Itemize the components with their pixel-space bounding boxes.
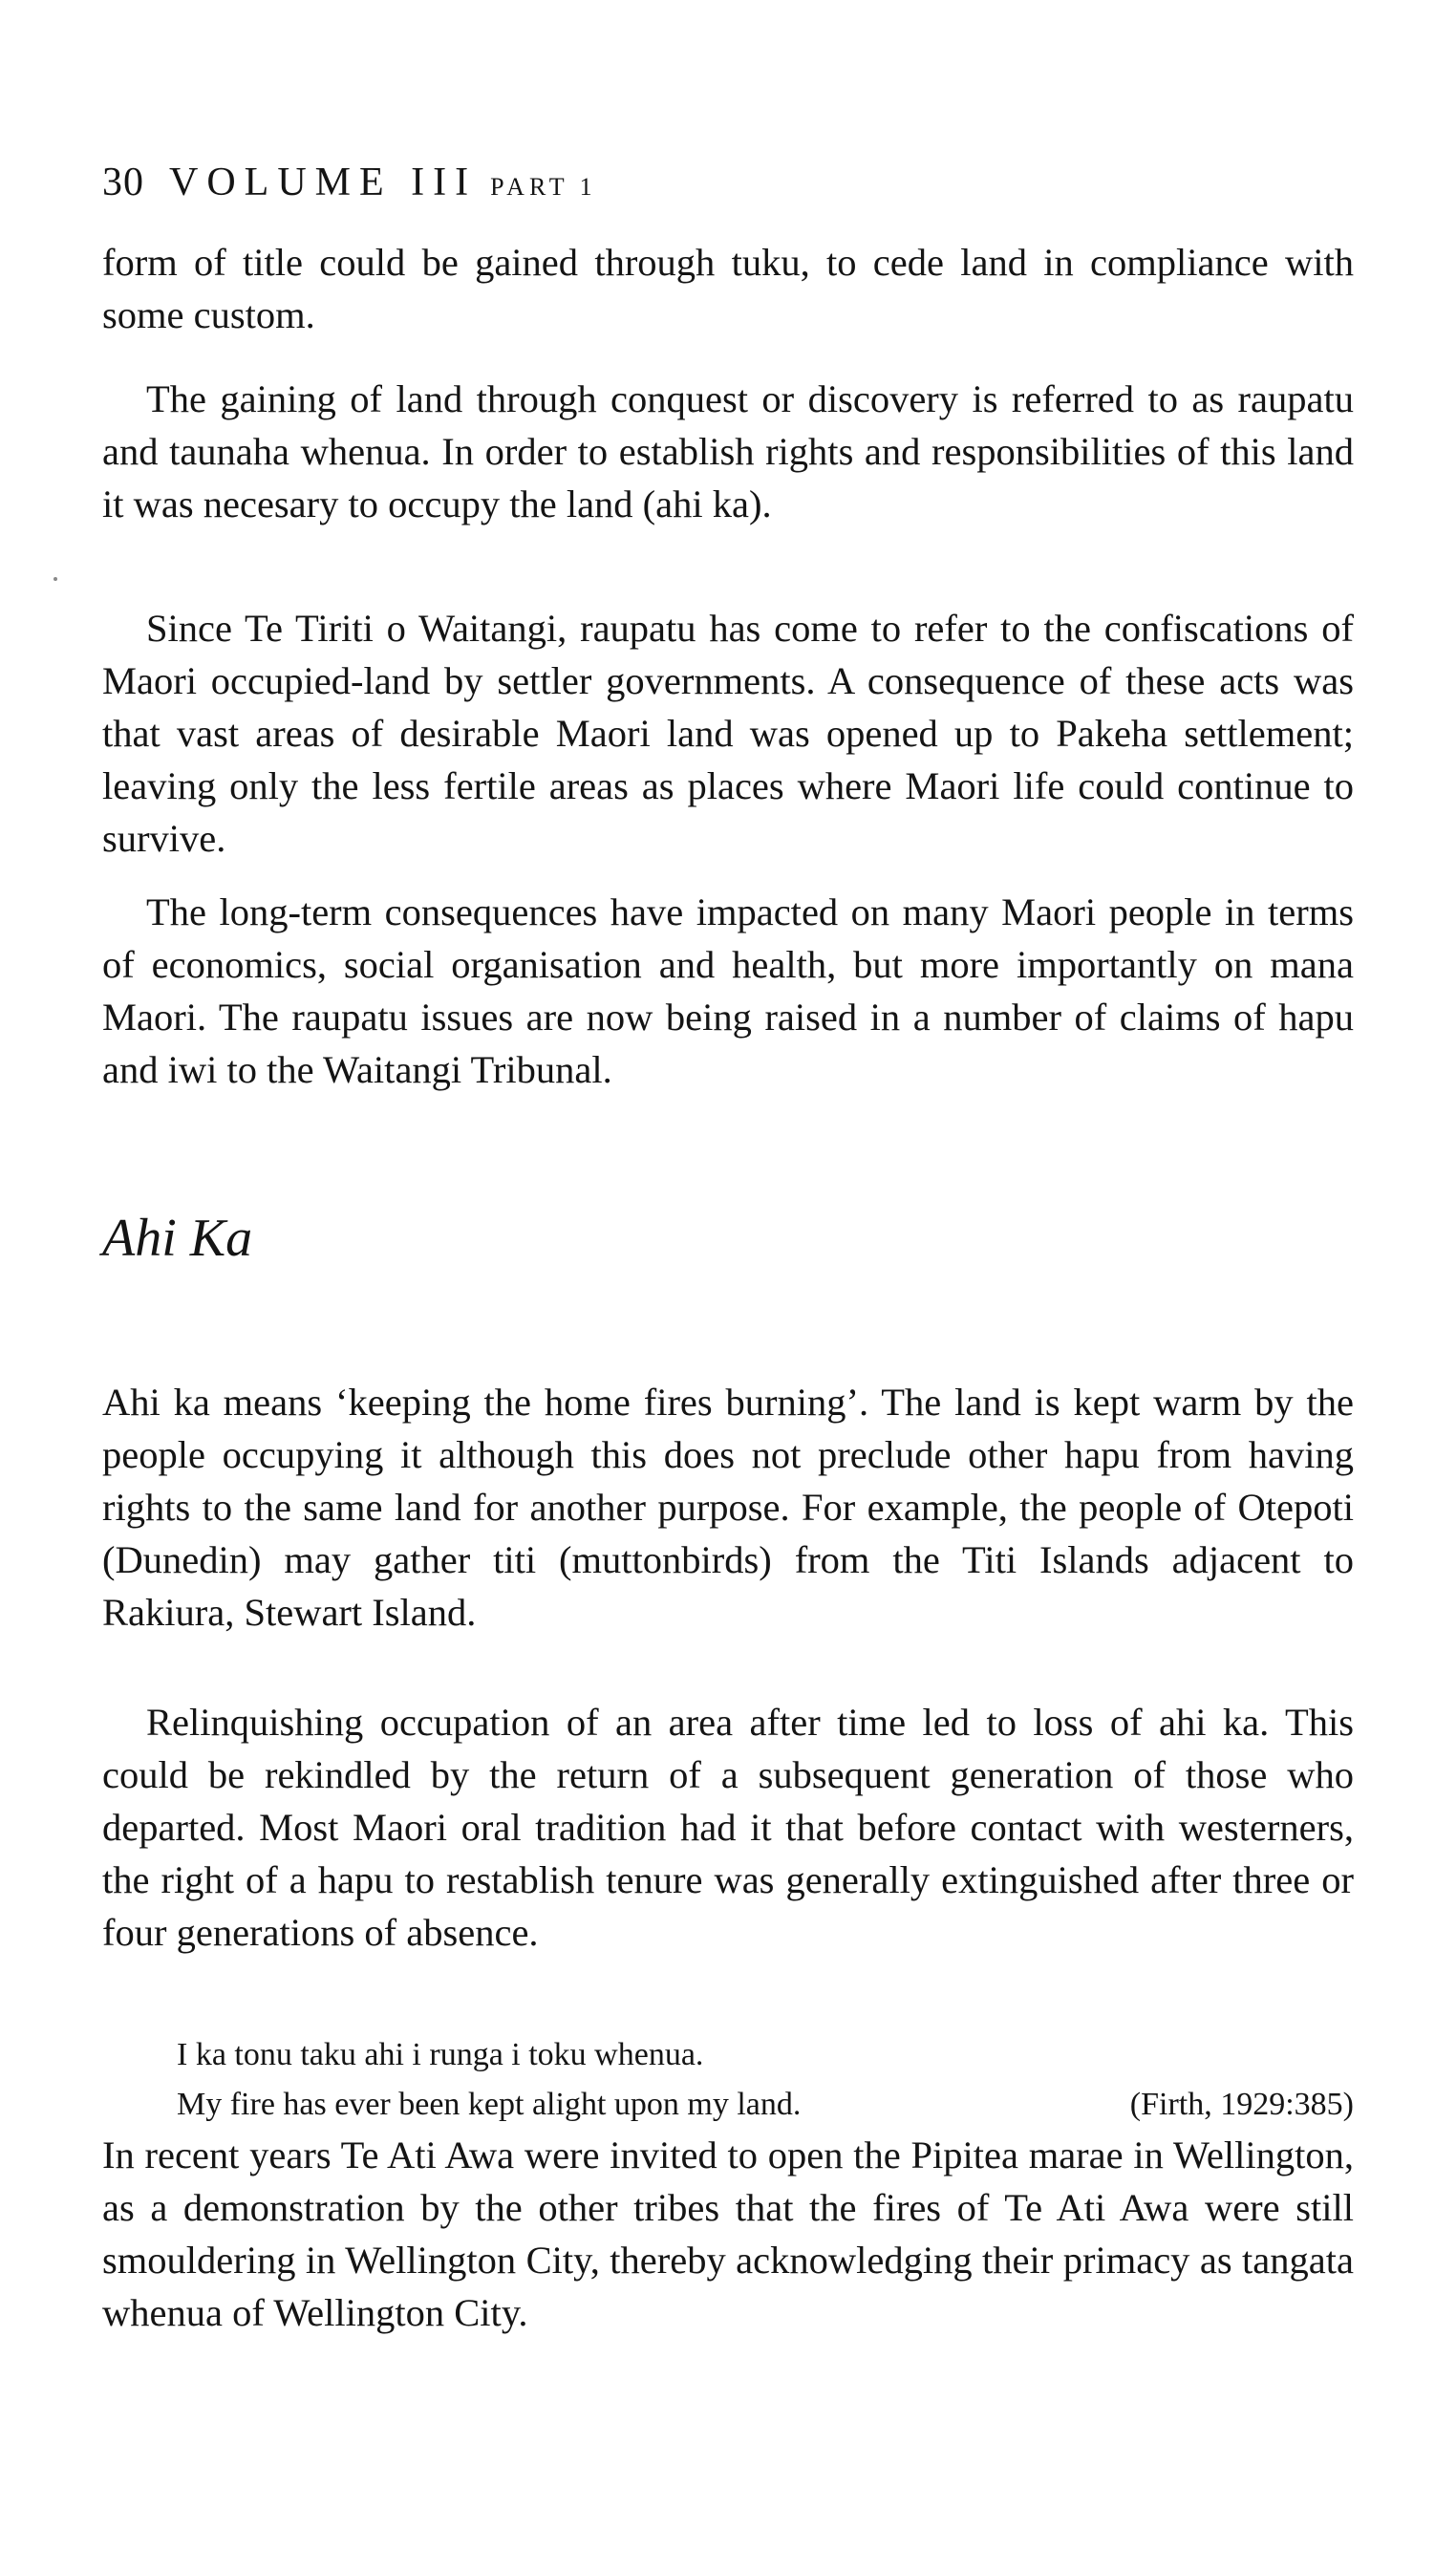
paragraph-text: The gaining of land through conquest or discovery is referred to as raupatu and taunaha whenua. In order to establish rights and responsibilities of this land it was necesary to occupy the land (ahi ka). (102, 377, 1354, 525)
paragraph-raupatu-definition (102, 373, 1354, 530)
paragraph-text: form of title could be gained through tuku, to cede land in compliance with some custom. (102, 241, 1354, 336)
block-quote (177, 2030, 1354, 2130)
paragraph-text: Since Te Tiriti o Waitangi, raupatu has come to refer to the confiscations of Maori occupied-land by settler governments. A consequence of these acts was that vast areas of desirable Maori land was opened up to Pakeha settlement; leaving only the less fertile areas as places where Maori life could continue to survive. (102, 607, 1354, 860)
quote-citation: (Firth, 1929:385) (1129, 2087, 1354, 2122)
paragraph-text: Ahi ka means ‘keeping the home fires burning’. The land is kept warm by the people occupying it although this does not preclude other hapu from having rights to the same land for another purpose. For example, the people of Otepoti (Dunedin) may gather titi (muttonbirds) from the Titi Islands adjacent to Rakiura, Stewart Island. (102, 1381, 1354, 1634)
paragraph-relinquishing (102, 1696, 1354, 1959)
paragraph-pipitea (102, 2129, 1354, 2339)
quote-english: My fire has ever been kept alight upon my land. (177, 2087, 802, 2122)
paragraph-text: Relinquishing occupation of an area after time led to loss of ahi ka. This could be rekindled by the return of a subsequent generation of those who departed. Most Maori oral tradition had it that before contact with westerners, the right of a hapu to restablish tenure was generally extinguished after three or four generations of absence. (102, 1701, 1354, 1954)
section-heading: Ahi Ka (102, 1209, 253, 1268)
part-label: PART 1 (490, 173, 597, 201)
running-head (102, 162, 597, 203)
volume-label: VOLUME III (169, 161, 478, 204)
paragraph-text: In recent years Te Ati Awa were invited to open the Pipitea marae in Wellington, as a demonstration by the other tribes that the fires of Te Ati Awa were still smouldering in Wellington City, thereby acknowledging their primacy as tangata whenua of Wellington City. (102, 2133, 1354, 2334)
page-number: 30 (102, 161, 144, 204)
paragraph-consequences (102, 886, 1354, 1096)
margin-mark (54, 577, 57, 581)
paragraph-ahi-ka-meaning (102, 1376, 1354, 1639)
paragraph-text: The long-term consequences have impacted on many Maori people in terms of economics, social organisation and health, but more importantly on mana Maori. The raupatu issues are now being raised in a number of claims of hapu and iwi to the Waitangi Tribunal. (102, 890, 1354, 1091)
paragraph-te-tiriti (102, 602, 1354, 865)
quote-maori: I ka tonu taku ahi i runga i toku whenua. (177, 2037, 704, 2072)
paragraph-continued (102, 236, 1354, 341)
